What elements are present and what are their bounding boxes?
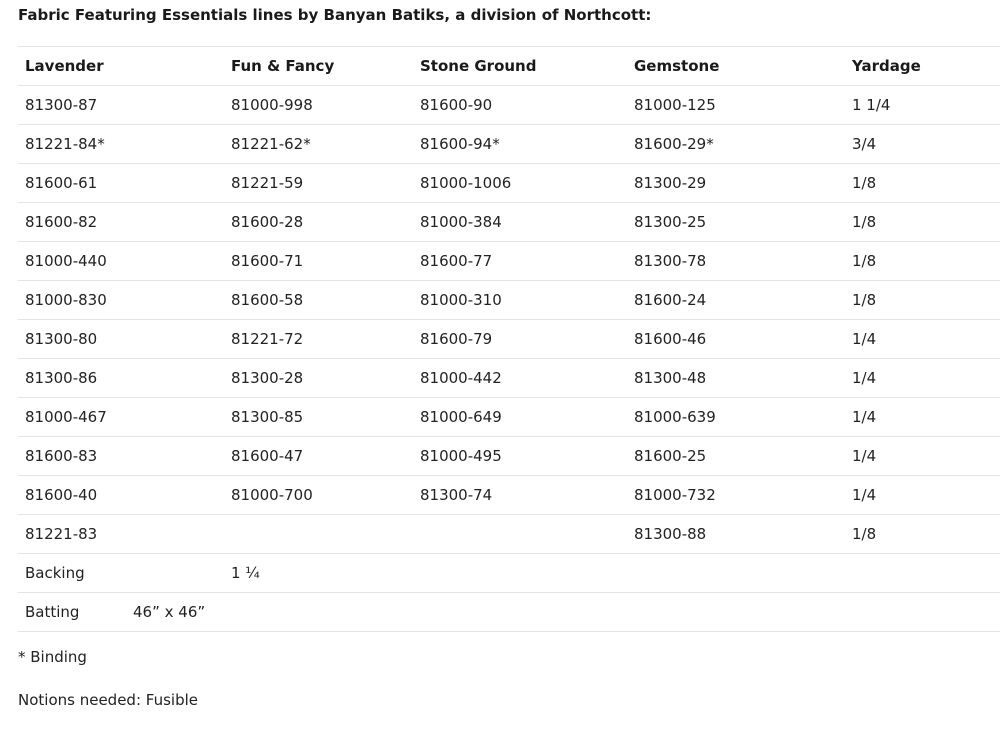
table-row xyxy=(18,320,1000,359)
cell-fun-and-fancy: 81300-85 xyxy=(231,408,304,426)
table-row xyxy=(18,125,1000,164)
batting-label: Batting xyxy=(25,603,80,621)
page-heading: Fabric Featuring Essentials lines by Banyan Batiks, a division of Northcott: xyxy=(18,6,652,24)
cell-fun-and-fancy: 81300-28 xyxy=(231,369,304,387)
cell-lavender: 81300-87 xyxy=(25,96,98,114)
cell-lavender: 81000-830 xyxy=(25,291,107,309)
cell-lavender: 81600-82 xyxy=(25,213,98,231)
header-gemstone: Gemstone xyxy=(634,57,720,75)
header-stone-ground: Stone Ground xyxy=(420,57,537,75)
cell-yardage: 1/4 xyxy=(852,408,877,426)
cell-fun-and-fancy: 81000-700 xyxy=(231,486,313,504)
backing-label: Backing xyxy=(25,564,85,582)
cell-lavender: 81221-84* xyxy=(25,135,105,153)
table-header-row xyxy=(18,47,1000,86)
cell-lavender: 81221-83 xyxy=(25,525,98,543)
cell-yardage: 1 1/4 xyxy=(852,96,891,114)
cell-fun-and-fancy: 81221-72 xyxy=(231,330,304,348)
table-row xyxy=(18,203,1000,242)
table-row xyxy=(18,242,1000,281)
header-fun-and-fancy: Fun & Fancy xyxy=(231,57,335,75)
cell-gemstone: 81300-78 xyxy=(634,252,707,270)
cell-gemstone: 81600-29* xyxy=(634,135,714,153)
cell-fun-and-fancy: 81600-28 xyxy=(231,213,304,231)
cell-lavender: 81000-467 xyxy=(25,408,107,426)
cell-yardage: 1/4 xyxy=(852,486,877,504)
cell-yardage: 1/4 xyxy=(852,330,877,348)
cell-yardage: 1/4 xyxy=(852,369,877,387)
table-row xyxy=(18,164,1000,203)
table-row xyxy=(18,476,1000,515)
table-row xyxy=(18,437,1000,476)
cell-stone-ground: 81600-94* xyxy=(420,135,500,153)
cell-gemstone: 81300-25 xyxy=(634,213,707,231)
cell-fun-and-fancy: 81221-62* xyxy=(231,135,311,153)
cell-lavender: 81300-80 xyxy=(25,330,98,348)
table-row xyxy=(18,515,1000,554)
cell-fun-and-fancy: 81600-71 xyxy=(231,252,304,270)
table-row xyxy=(18,281,1000,320)
cell-stone-ground: 81000-384 xyxy=(420,213,502,231)
batting-row xyxy=(18,593,1000,632)
notions-note: Notions needed: Fusible xyxy=(18,691,198,709)
cell-yardage: 1/8 xyxy=(852,291,877,309)
cell-yardage: 1/8 xyxy=(852,525,877,543)
cell-stone-ground: 81300-74 xyxy=(420,486,493,504)
table-row xyxy=(18,398,1000,437)
cell-gemstone: 81600-25 xyxy=(634,447,707,465)
cell-yardage: 1/8 xyxy=(852,252,877,270)
cell-stone-ground: 81000-649 xyxy=(420,408,502,426)
cell-gemstone: 81000-125 xyxy=(634,96,716,114)
cell-yardage: 1/8 xyxy=(852,174,877,192)
cell-gemstone: 81300-29 xyxy=(634,174,707,192)
cell-lavender: 81300-86 xyxy=(25,369,98,387)
cell-lavender: 81600-61 xyxy=(25,174,98,192)
cell-gemstone: 81300-48 xyxy=(634,369,707,387)
backing-row xyxy=(18,554,1000,593)
table-row xyxy=(18,359,1000,398)
cell-stone-ground: 81000-310 xyxy=(420,291,502,309)
batting-value: 46” x 46” xyxy=(133,603,206,621)
cell-yardage: 1/8 xyxy=(852,213,877,231)
cell-stone-ground: 81000-1006 xyxy=(420,174,512,192)
header-lavender: Lavender xyxy=(25,57,104,75)
cell-stone-ground: 81000-442 xyxy=(420,369,502,387)
fabric-table xyxy=(18,46,1000,632)
cell-fun-and-fancy: 81000-998 xyxy=(231,96,313,114)
cell-stone-ground: 81600-90 xyxy=(420,96,493,114)
cell-lavender: 81000-440 xyxy=(25,252,107,270)
cell-yardage: 3/4 xyxy=(852,135,877,153)
cell-gemstone: 81000-732 xyxy=(634,486,716,504)
table-row xyxy=(18,86,1000,125)
binding-note: * Binding xyxy=(18,648,87,666)
cell-fun-and-fancy: 81221-59 xyxy=(231,174,304,192)
cell-stone-ground: 81000-495 xyxy=(420,447,502,465)
backing-value: 1 ¼ xyxy=(231,564,260,582)
cell-lavender: 81600-83 xyxy=(25,447,98,465)
cell-gemstone: 81600-24 xyxy=(634,291,707,309)
cell-fun-and-fancy: 81600-47 xyxy=(231,447,304,465)
cell-lavender: 81600-40 xyxy=(25,486,98,504)
cell-gemstone: 81300-88 xyxy=(634,525,707,543)
header-yardage: Yardage xyxy=(852,57,921,75)
cell-stone-ground: 81600-77 xyxy=(420,252,493,270)
cell-gemstone: 81000-639 xyxy=(634,408,716,426)
cell-stone-ground: 81600-79 xyxy=(420,330,493,348)
cell-fun-and-fancy: 81600-58 xyxy=(231,291,304,309)
cell-yardage: 1/4 xyxy=(852,447,877,465)
table-body xyxy=(18,86,1000,554)
cell-gemstone: 81600-46 xyxy=(634,330,707,348)
